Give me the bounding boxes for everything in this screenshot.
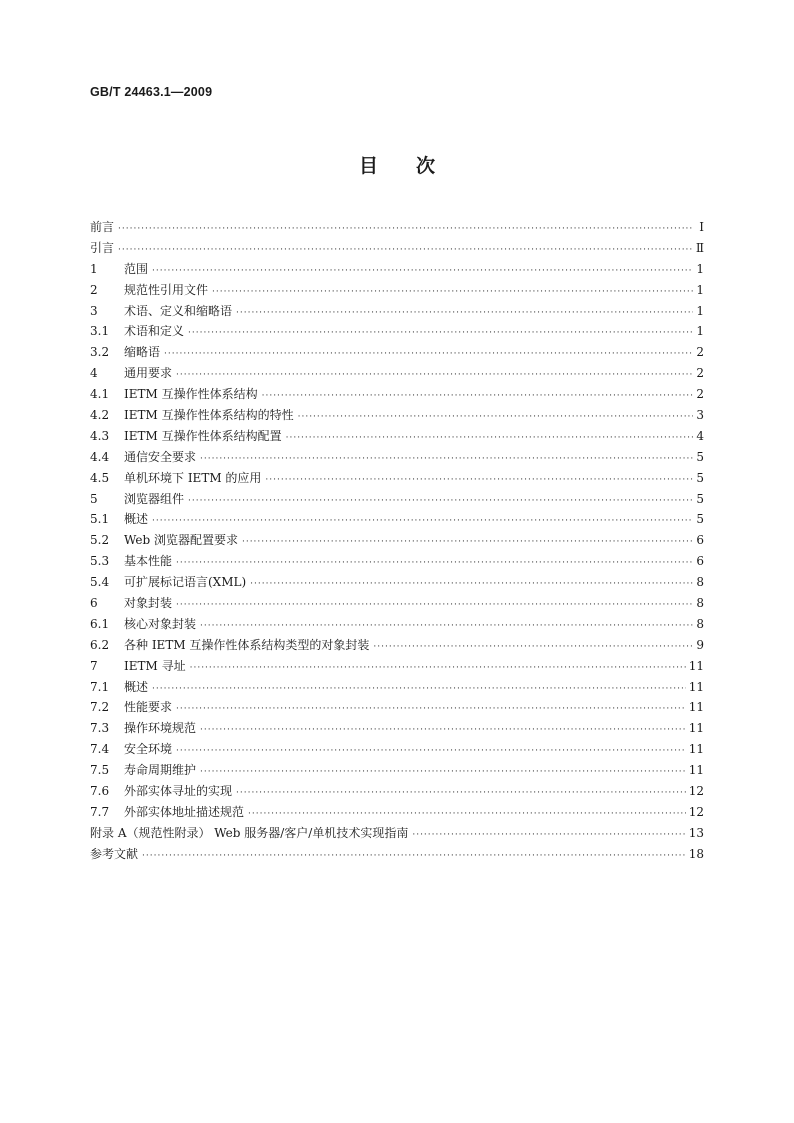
toc-entry-page: 5 — [696, 512, 704, 527]
toc-entry-label: 通用要求 — [124, 366, 173, 381]
toc-dot-leader — [152, 511, 693, 532]
toc-entry-label: Web 浏览器配置要求 — [124, 533, 238, 548]
toc-entry-number: 6.2 — [90, 637, 110, 652]
toc-entry[interactable] — [90, 238, 704, 259]
toc-entry-page: 11 — [688, 721, 704, 736]
toc-entry-label: 术语、定义和缩略语 — [124, 303, 233, 318]
toc-entry-label: 通信安全要求 — [124, 449, 197, 464]
toc-entry[interactable] — [90, 489, 704, 510]
toc-entry[interactable] — [90, 217, 704, 238]
toc-dot-leader — [200, 762, 686, 783]
toc-entry-page: 8 — [696, 616, 704, 631]
toc-entry-page: Ⅱ — [695, 240, 704, 255]
toc-entry-page: 2 — [696, 345, 704, 360]
toc-entry-number: 2 — [90, 282, 98, 297]
toc-entry-label: 引言 — [90, 240, 115, 255]
toc-entry-label: 规范性引用文件 — [124, 282, 209, 297]
toc-entry-label: 术语和定义 — [124, 324, 185, 339]
toc-entry-label: IETM 互操作性体系结构的特性 — [124, 408, 294, 423]
toc-entry-label: 概述 — [124, 512, 149, 527]
toc-entry-page: 11 — [688, 679, 704, 694]
toc-entry-page: 1 — [696, 282, 704, 297]
toc-entry-page: Ⅰ — [699, 220, 704, 234]
toc-entry[interactable] — [90, 802, 704, 823]
toc-entry-number: 4.2 — [90, 408, 110, 423]
table-of-contents — [90, 217, 704, 865]
toc-entry[interactable] — [90, 280, 704, 301]
toc-dot-leader — [176, 553, 693, 574]
toc-entry-number: 4.3 — [90, 428, 110, 443]
toc-dot-leader — [212, 282, 693, 303]
toc-entry-number: 3 — [90, 303, 98, 318]
toc-entry-number: 5.2 — [90, 533, 110, 548]
toc-dot-leader — [188, 323, 693, 344]
toc-entry-number: 5.3 — [90, 554, 110, 569]
toc-entry-label: 概述 — [124, 679, 149, 694]
toc-dot-leader — [164, 344, 693, 365]
toc-entry[interactable] — [90, 363, 704, 384]
toc-entry-number: 3.1 — [90, 324, 110, 339]
toc-dot-leader — [142, 846, 686, 867]
toc-entry[interactable] — [90, 739, 704, 760]
toc-dot-leader — [265, 470, 693, 491]
toc-entry-number: 6 — [90, 596, 98, 611]
toc-entry[interactable] — [90, 656, 704, 677]
toc-dot-leader — [176, 741, 686, 762]
toc-entry-page: 2 — [696, 366, 704, 381]
toc-entry[interactable] — [90, 718, 704, 739]
toc-entry-label: IETM 互操作性体系结构 — [124, 387, 258, 402]
toc-entry[interactable] — [90, 572, 704, 593]
toc-dot-leader — [286, 428, 693, 449]
toc-dot-leader — [118, 240, 693, 261]
toc-entry[interactable] — [90, 614, 704, 635]
toc-dot-leader — [176, 595, 693, 616]
toc-dot-leader — [298, 407, 693, 428]
toc-entry[interactable] — [90, 677, 704, 698]
toc-entry-page: 5 — [696, 449, 704, 464]
toc-entry[interactable] — [90, 781, 704, 802]
standard-code: GB/T 24463.1—2009 — [90, 85, 213, 99]
toc-entry-page: 6 — [696, 554, 704, 569]
toc-entry-number: 7.1 — [90, 679, 110, 694]
toc-dot-leader — [118, 219, 693, 240]
toc-entry-number: 7.3 — [90, 721, 110, 736]
toc-dot-leader — [152, 261, 693, 282]
toc-dot-leader — [188, 491, 693, 512]
toc-entry[interactable] — [90, 551, 704, 572]
toc-entry-label: 范围 — [124, 261, 149, 276]
toc-entry-page: 11 — [688, 658, 704, 673]
toc-entry[interactable] — [90, 301, 704, 322]
toc-entry-number: 6.1 — [90, 616, 110, 631]
toc-entry-label: 浏览器组件 — [124, 491, 185, 506]
toc-entry[interactable] — [90, 447, 704, 468]
toc-entry-page: 1 — [696, 261, 704, 276]
toc-entry[interactable] — [90, 405, 704, 426]
toc-entry-page: 9 — [696, 637, 704, 652]
toc-dot-leader — [236, 303, 693, 324]
toc-entry-page: 3 — [696, 408, 704, 423]
toc-entry-label: 参考文献 — [90, 846, 139, 861]
toc-entry[interactable] — [90, 384, 704, 405]
toc-entry[interactable] — [90, 823, 704, 844]
toc-dot-leader — [200, 720, 686, 741]
toc-entry[interactable] — [90, 259, 704, 280]
toc-entry-page: 5 — [696, 470, 704, 485]
toc-entry[interactable] — [90, 697, 704, 718]
toc-entry-page: 2 — [696, 387, 704, 402]
toc-entry-label: 外部实体地址描述规范 — [124, 804, 245, 819]
toc-entry[interactable] — [90, 468, 704, 489]
toc-entry-page: 18 — [688, 846, 704, 861]
toc-dot-leader — [200, 616, 693, 637]
toc-entry-page: 13 — [688, 825, 704, 840]
toc-entry-number: 7.6 — [90, 784, 110, 799]
toc-entry-page: 6 — [696, 533, 704, 548]
toc-dot-leader — [152, 679, 686, 700]
toc-entry-number: 1 — [90, 261, 98, 276]
toc-dot-leader — [190, 658, 686, 679]
toc-dot-leader — [250, 574, 693, 595]
toc-entry[interactable] — [90, 342, 704, 363]
toc-entry-label: 可扩展标记语言(XML) — [124, 575, 247, 590]
toc-entry-number: 7.7 — [90, 804, 110, 819]
toc-entry-page: 4 — [696, 428, 704, 443]
toc-entry-page: 1 — [696, 303, 704, 318]
toc-entry-label: 各种 IETM 互操作性体系结构类型的对象封装 — [124, 637, 370, 652]
toc-entry-page: 1 — [696, 324, 704, 339]
toc-entry-number: 7.5 — [90, 763, 110, 778]
toc-entry-number: 4.5 — [90, 470, 110, 485]
toc-entry-label: 性能要求 — [124, 700, 173, 715]
toc-entry-number: 4 — [90, 366, 98, 381]
toc-entry[interactable] — [90, 426, 704, 447]
toc-dot-leader — [176, 365, 693, 386]
toc-entry-number: 5.4 — [90, 575, 110, 590]
toc-entry-label: IETM 寻址 — [124, 658, 186, 673]
toc-entry-number: 4.1 — [90, 387, 110, 402]
toc-entry-label: 单机环境下 IETM 的应用 — [124, 470, 262, 485]
toc-entry[interactable] — [90, 844, 704, 865]
toc-entry-label: 操作环境规范 — [124, 721, 197, 736]
toc-entry-label: IETM 互操作性体系结构配置 — [124, 428, 282, 443]
toc-entry-page: 8 — [696, 596, 704, 611]
toc-entry-label: 寿命周期维护 — [124, 763, 197, 778]
toc-entry-number: 7 — [90, 658, 98, 673]
toc-entry-page: 11 — [688, 742, 704, 757]
toc-dot-leader — [242, 532, 693, 553]
toc-entry-page: 8 — [696, 575, 704, 590]
toc-entry-page: 5 — [696, 491, 704, 506]
toc-entry-label: 核心对象封装 — [124, 616, 197, 631]
toc-entry[interactable] — [90, 530, 704, 551]
toc-entry-page: 11 — [688, 700, 704, 715]
toc-dot-leader — [176, 699, 686, 720]
toc-dot-leader — [236, 783, 686, 804]
toc-entry[interactable] — [90, 321, 704, 342]
toc-entry-number: 5 — [90, 491, 98, 506]
toc-dot-leader — [200, 449, 693, 470]
toc-entry[interactable] — [90, 635, 704, 656]
toc-entry-label: 安全环境 — [124, 742, 173, 757]
toc-dot-leader — [248, 804, 686, 825]
toc-entry-number: 5.1 — [90, 512, 110, 527]
toc-entry-label: 缩略语 — [124, 345, 161, 360]
toc-entry-label: 前言 — [90, 220, 115, 234]
toc-dot-leader — [412, 825, 685, 846]
toc-dot-leader — [262, 386, 693, 407]
toc-entry[interactable] — [90, 760, 704, 781]
toc-entry-label: 附录 A（规范性附录） Web 服务器/客户/单机技术实现指南 — [90, 825, 409, 840]
toc-entry[interactable] — [90, 509, 704, 530]
toc-dot-leader — [373, 637, 693, 658]
toc-entry-page: 12 — [688, 804, 704, 819]
toc-entry-number: 3.2 — [90, 345, 110, 360]
toc-entry-number: 7.2 — [90, 700, 110, 715]
toc-entry-label: 外部实体寻址的实现 — [124, 784, 233, 799]
toc-entry[interactable] — [90, 593, 704, 614]
toc-entry-label: 对象封装 — [124, 596, 173, 611]
toc-entry-page: 12 — [688, 784, 704, 799]
toc-entry-number: 4.4 — [90, 449, 110, 464]
page-title: 目次 — [358, 155, 473, 177]
toc-entry-label: 基本性能 — [124, 554, 173, 569]
toc-entry-number: 7.4 — [90, 742, 110, 757]
toc-entry-page: 11 — [688, 763, 704, 778]
